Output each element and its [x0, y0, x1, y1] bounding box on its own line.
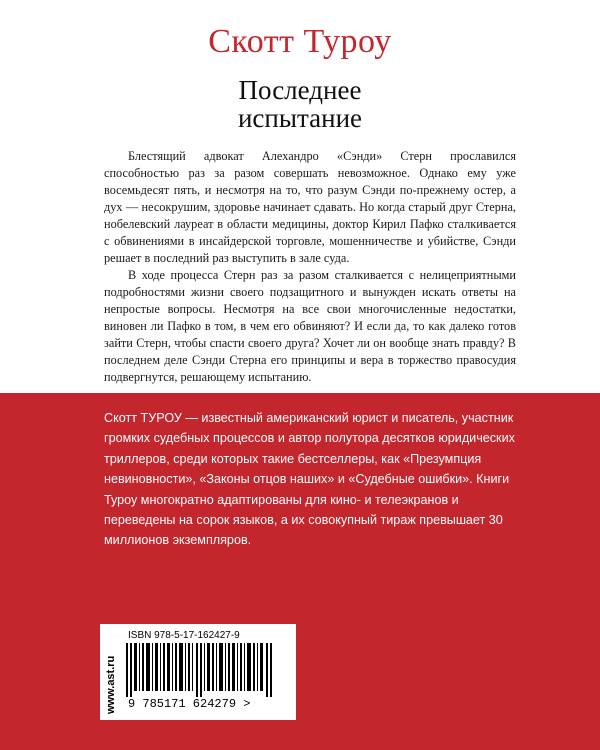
- book-annotation: [104, 148, 516, 386]
- annotation-paragraph-1: Блестящий адвокат Алехандро «Сэнди» Стерн прославился способностью раз за разом совершать невозможное. Однако ему уже восемьдесят пять, и несмотря на то, что разум Сэнди по-прежнему остер, а дух — несокрушим, здоровье начинает сдавать. Но когда старый друг Стерна, нобелевский лауреат в области медицины, доктор Кирил Пафко сталкивается с обвинениями в инсайдерской торговле, мошенничестве и убийстве, Сэнди решает в последний раз выступить в зале суда.: [104, 149, 516, 265]
- isbn-label: ISBN 978-5-17-162427-9: [128, 630, 240, 641]
- ean-digits: 9 785171 624279 >: [126, 697, 278, 711]
- publisher-website: www.ast.ru: [105, 655, 117, 714]
- author-name: Скотт Туроу: [208, 23, 392, 60]
- book-title-line-1: Последнее: [238, 75, 362, 105]
- barcode-icon: [126, 643, 276, 699]
- author-bio: [104, 408, 524, 551]
- book-title: [0, 76, 600, 132]
- annotation-paragraph-2: В ходе процесса Стерн раз за разом сталкивается с нелицеприятными подробностями жизни своего подзащитного и вынужден искать ответы на непростые вопросы. Несмотря на все свои многочисленные недостатки, виновен ли Пафко в том, в чем его обвиняют? И если да, то как далеко готов зайти Стерн, чтобы спасти своего друга? Хочет ли он вообще знать правду? В последнем деле Сэнди Стерна его принципы и вера в торжество правосудия подвергнутся, решающему испытанию.: [104, 268, 516, 384]
- book-title-line-2: испытание: [237, 103, 363, 133]
- author-bio-text: Скотт ТУРОУ — известный американский юрист и писатель, участник громких судебных процессов и автор полутора десятков юридических триллеров, среди которых такие бестселлеры, как «Презумпция невиновности», «Законы отцов наших» и «Судебные ошибки». Книги Туроу многократно адаптированы для кино- и телеэкранов и переведены на сорок языков, а их совокупный тираж превышает 30 миллионов экземпляров.: [104, 411, 515, 548]
